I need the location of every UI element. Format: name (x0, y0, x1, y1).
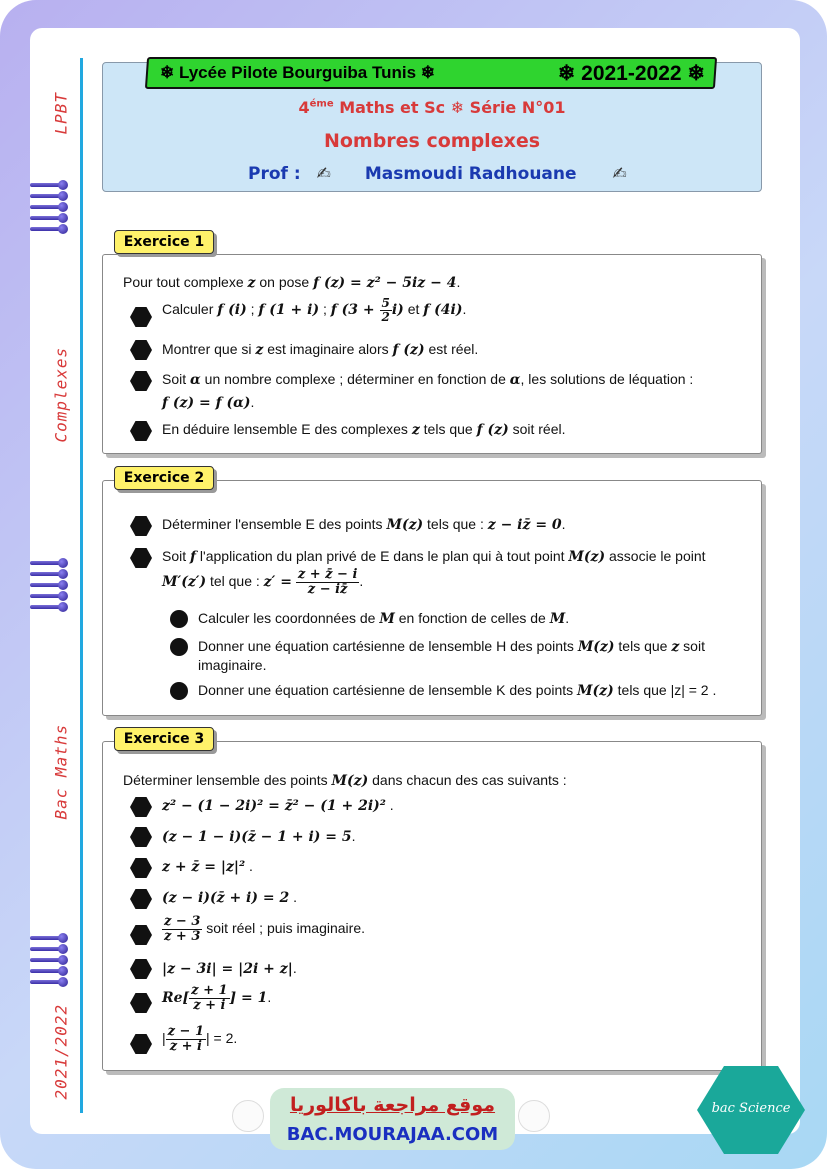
exercise-3-box (102, 741, 762, 1071)
footer-url-link[interactable]: BAC.MOURAJAA.COM (286, 1124, 499, 1145)
side-label-bac-maths: Bac Maths (51, 723, 71, 820)
level-series: $4^{éme}$ Maths et Sc ❄ Série N°01 (298, 98, 566, 117)
exercise-3-item-6: |z − 3i| = |2i + z|. (162, 960, 297, 977)
exercise-2-tag: Exercice 2 (114, 466, 214, 490)
exercise-3-item-4: (z − i)(z̄ + i) = 2 . (162, 889, 297, 906)
exercise-2-item-2: Soit f l'application du plan privé de E dans le plan qui à tout point M(z) associe le point (162, 548, 706, 565)
binder-rings-1 (30, 180, 70, 235)
exercise-1-intro: Pour tout complexe z on pose f (z) = z² − 5iz − 4. (123, 274, 461, 291)
bullet-dot-icon (170, 610, 188, 628)
exercise-2-sub-2: Donner une équation cartésienne de lensemble H des points M(z) tels que z soit (198, 638, 705, 655)
prof-line (248, 164, 628, 184)
exercise-3-item-8: | $\frac{z - 1}{z + i}$ | = 2. (162, 1024, 238, 1054)
exercise-3-intro: Déterminer lensemble des points M(z) dans chacun des cas suivants : (123, 772, 567, 789)
footer-arabic-link[interactable]: موقع مراجعة باكالوريا (289, 1094, 496, 1116)
side-label-complexes: Complexes (51, 346, 71, 443)
prof-name: Masmoudi Radhouane (364, 164, 577, 184)
exercise-2-item-1: Déterminer l'ensemble E des points M(z) tels que : z − iz̄ = 0. (162, 516, 566, 533)
page-title: Nombres complexes (323, 130, 541, 152)
pen-icon: ✍ (612, 164, 627, 184)
exercise-2-item-2-eq: M′(z′) tel que : z′ = $\frac{z + z̄ - i}{z - iz̄}$ . (162, 567, 364, 597)
exercise-1-item-1: Calculer f (i) ; f (1 + i) ; f (3 + $\frac{5}{2}$ i) et f (4i). (162, 296, 467, 324)
exercise-3-item-2: (z − 1 − i)(z̄ − 1 + i) = 5. (162, 828, 356, 845)
exercise-1-item-3: Soit α un nombre complexe ; déterminer en fonction de α, les solutions de léquation : (162, 371, 694, 388)
binder-rings-2 (30, 558, 70, 613)
side-label-lpbt: LPBT (51, 91, 71, 135)
exercise-1-tag: Exercice 1 (114, 230, 214, 254)
site-logo-icon (518, 1100, 550, 1132)
exercise-2-sub-3: Donner une équation cartésienne de lensemble K des points M(z) tels que |z| = 2 . (198, 682, 717, 699)
side-label-year: 2021/2022 (51, 1003, 71, 1100)
exercise-3-item-5: $\frac{z - 3}{z + 3}$ soit réel ; puis imaginaire. (164, 914, 366, 944)
exercise-2-sub-2-line-2: imaginaire. (198, 657, 267, 673)
bac-science-logo-text: bac Science (711, 1101, 791, 1116)
exercise-3-tag: Exercice 3 (114, 727, 214, 751)
exercise-1-item-3-eq: f (z) = f (α). (162, 394, 255, 411)
bullet-dot-icon (170, 638, 188, 656)
exercise-1-item-4: En déduire lensemble E des complexes z tels que f (z) soit réel. (162, 421, 566, 438)
bullet-dot-icon (170, 682, 188, 700)
school-year: ❄ 2021-2022 ❄ (557, 61, 705, 85)
exercise-3-item-3: z + z̄ = |z|² . (162, 858, 253, 875)
site-logo-icon (232, 1100, 264, 1132)
school-name: ❄ Lycée Pilote Bourguiba Tunis ❄ (160, 63, 436, 82)
header-band-text (160, 60, 705, 86)
exercise-3-item-7: Re[ $\frac{z + 1}{z + i}$ ] = 1. (162, 983, 272, 1013)
exercise-1-item-2: Montrer que si z est imaginaire alors f (z) est réel. (162, 341, 479, 358)
exercise-2-sub-1: Calculer les coordonnées de M en fonction de celles de M. (198, 610, 570, 627)
binder-rings-3 (30, 933, 70, 988)
pen-icon: ✍ (316, 164, 331, 184)
prof-label: Prof : (248, 164, 301, 184)
exercise-3-item-1: z² − (1 − 2i)² = z̄² − (1 + 2i)² . (162, 797, 394, 814)
side-rule (80, 58, 83, 1113)
